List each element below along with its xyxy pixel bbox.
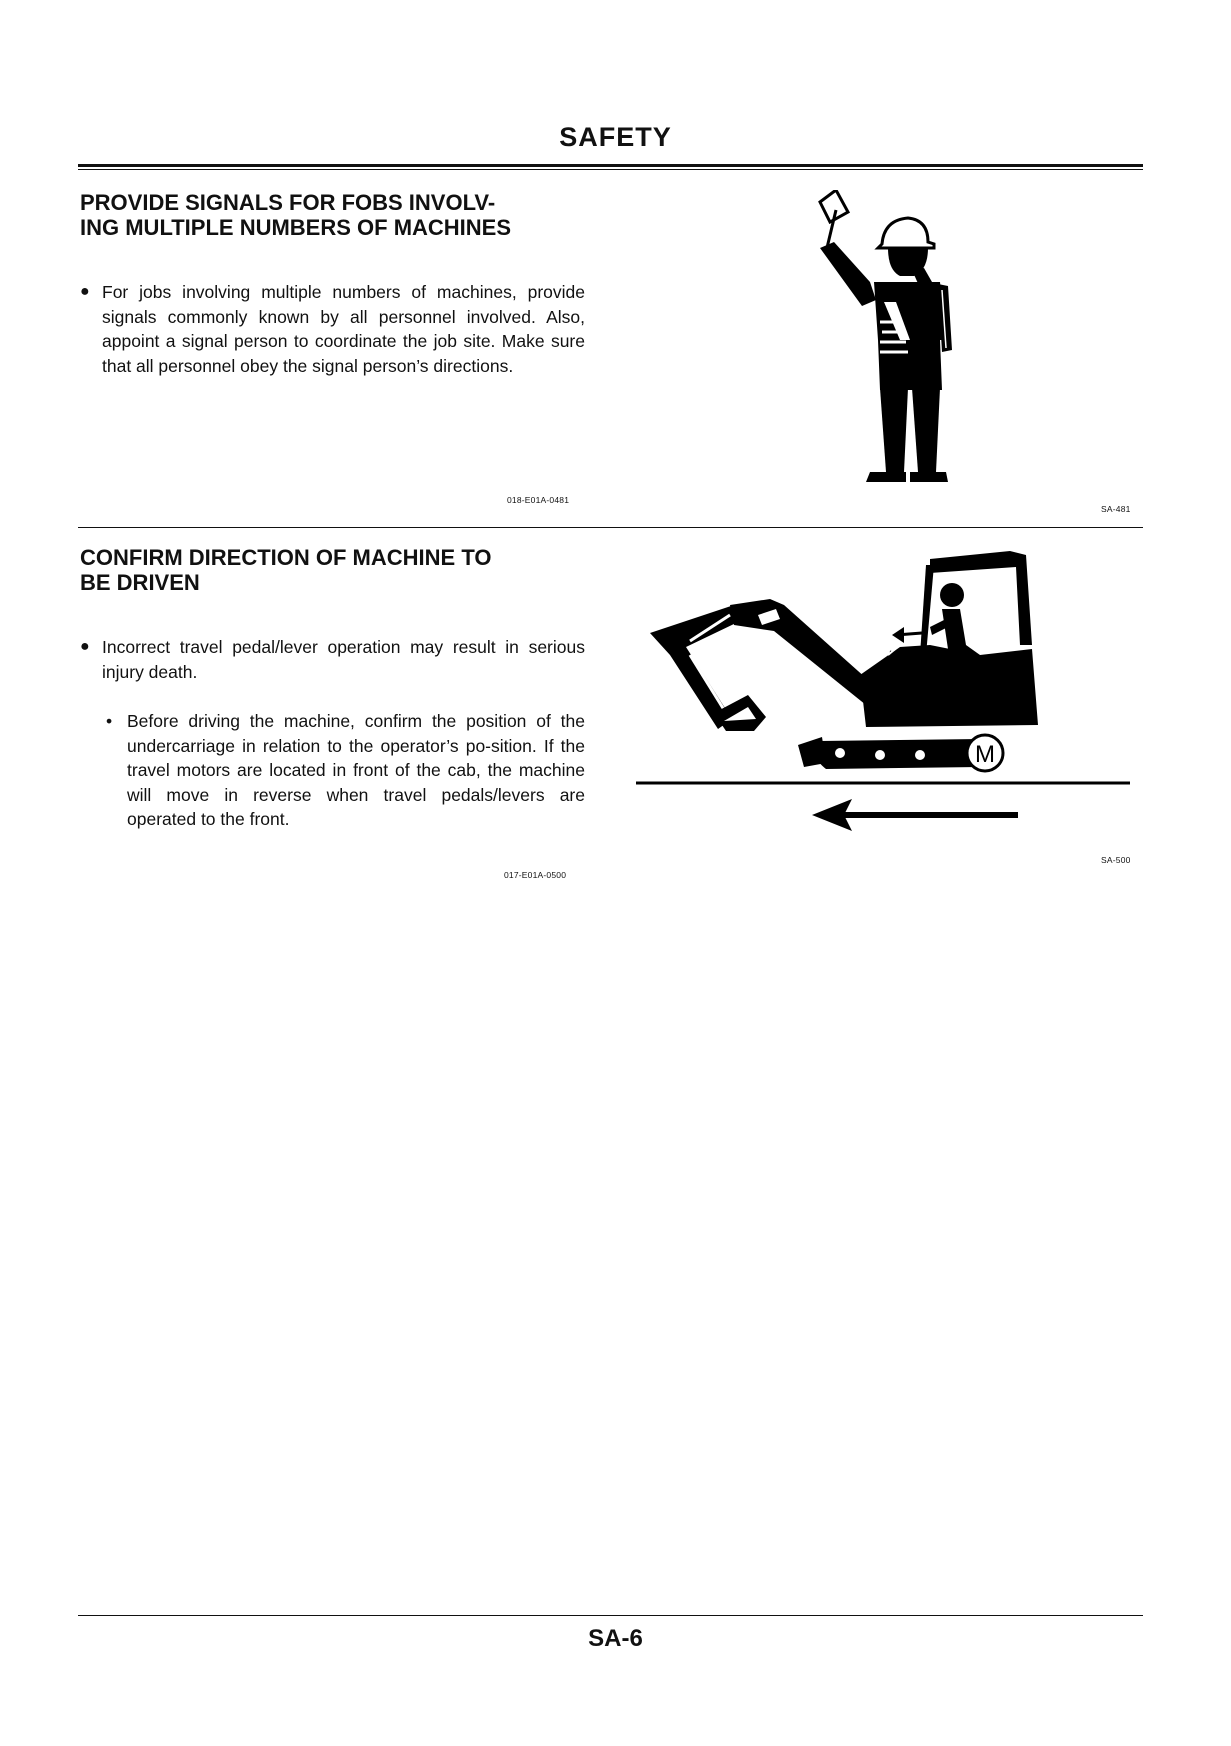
section-2-heading-line-1: CONFIRM DIRECTION OF MACHINE TO (80, 545, 492, 570)
bullet-dot-icon: ● (80, 283, 90, 300)
section-2-sub-bullet-text: Before driving the machine, confirm the position of the undercarriage in relation to the operator’s po-sition. If the travel motors are located in front of the cab, the machine will move in reverse when travel pedals/levers are operated to the front. (127, 711, 585, 829)
section-1-bullet-text: For jobs involving multiple numbers of machines, provide signals commonly known by all personnel involved. Also, appoint a signal person to coordinate the job site. Make sure that all personnel obey the signal person’s directions. (102, 282, 585, 376)
section-1-bullet (80, 280, 585, 378)
section-1-text-code: 018-E01A-0481 (507, 495, 570, 505)
page-number: SA-6 (588, 1625, 643, 1652)
section-1-heading-line-1: PROVIDE SIGNALS FOR FOBS INVOLV- (80, 190, 496, 215)
section-1-heading-line-2: ING MULTIPLE NUMBERS OF MACHINES (80, 215, 512, 240)
sub-bullet-dot-icon: • (106, 711, 113, 731)
header-rule (78, 164, 1143, 167)
motor-label: M (975, 741, 995, 768)
section-2-text-code: 017-E01A-0500 (504, 870, 567, 880)
section-divider (78, 527, 1143, 528)
section-2-heading-line-2: BE DRIVEN (80, 570, 200, 595)
footer-rule (78, 1615, 1143, 1616)
section-1-heading (80, 190, 585, 240)
page-title: SAFETY (559, 122, 672, 152)
header-rule-thin (78, 169, 1143, 170)
signal-person-with-flag-icon (800, 190, 980, 490)
mini-excavator-icon (630, 545, 1135, 845)
bullet-dot-icon: ● (80, 638, 90, 655)
section-1-figure-code: SA-481 (1101, 504, 1131, 514)
section-2-heading (80, 545, 585, 595)
section-2-bullet-text: Incorrect travel pedal/lever operation may result in serious injury death. (102, 637, 585, 682)
section-2-figure-code: SA-500 (1101, 855, 1131, 865)
section-2-bullet (80, 635, 585, 684)
section-2-sub-bullet (102, 709, 585, 832)
